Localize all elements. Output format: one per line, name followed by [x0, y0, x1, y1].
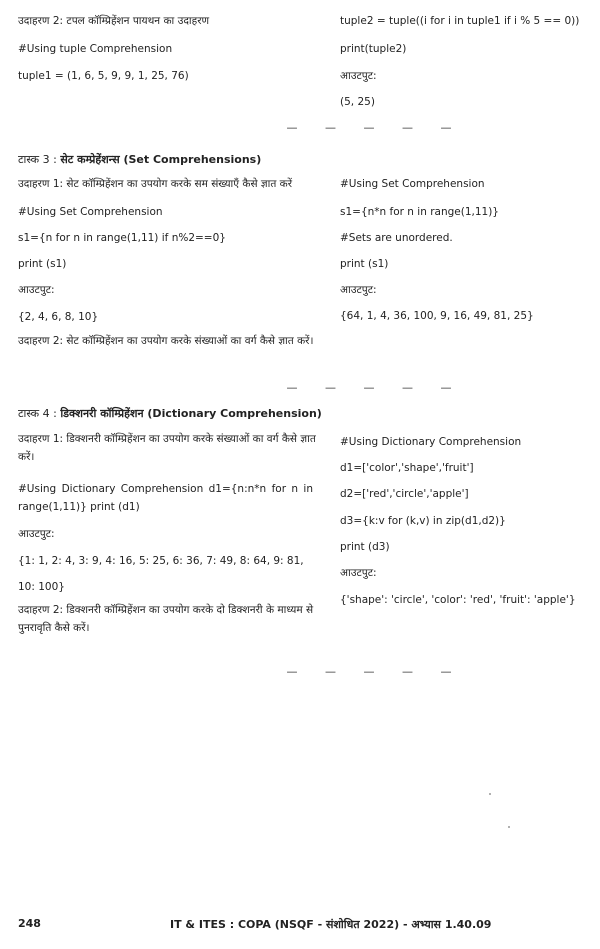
page-number: 248	[18, 917, 41, 930]
example-2-paragraph: उदाहरण 2: डिक्शनरी कॉम्प्रिहेंशन का उपयोग करके दो डिक्शनरी के माध्यम से पुनरावृति कैसे करें।	[18, 604, 314, 635]
scan-speck	[508, 826, 510, 828]
example-2-paragraph: उदाहरण 2: सेट कॉम्प्रिहेंशन का उपयोग करके संख्याओं का वर्ग कैसे ज्ञात करें।	[18, 335, 314, 347]
code-paragraph: #Using Dictionary Comprehension d1={n:n*n for n in range(1,11)} print (d1)	[18, 483, 313, 514]
output-label: आउटपुट:	[340, 70, 377, 82]
output-label: आउटपुट:	[18, 528, 55, 540]
footer-title: IT & ITES : COPA (NSQF - संशोधित 2022) - अभ्यास 1.40.09	[170, 918, 492, 931]
output-value: 10: 100}	[18, 581, 65, 593]
output-value: {64, 1, 4, 36, 100, 9, 16, 49, 81, 25}	[340, 310, 534, 322]
task-title: सेट कम्प्रेहेंशन्स (Set Comprehensions)	[60, 153, 262, 166]
code-line: #Using Set Comprehension	[340, 178, 485, 190]
section-separator: — — — — —	[286, 121, 464, 134]
code-line: #Using Set Comprehension	[18, 206, 163, 218]
code-line: s1={n for n in range(1,11) if n%2==0}	[18, 232, 226, 244]
code-line: d1=['color','shape','fruit']	[340, 462, 474, 474]
code-line: print (s1)	[18, 258, 67, 270]
output-value: {1: 1, 2: 4, 3: 9, 4: 16, 5: 25, 6: 36, 7: 49, 8: 64, 9: 81,	[18, 555, 304, 567]
code-line: print(tuple2)	[340, 43, 407, 55]
output-label: आउटपुट:	[340, 284, 377, 296]
section-separator: — — — — —	[286, 665, 464, 678]
task-4-heading	[18, 406, 322, 421]
code-line: tuple2 = tuple((i for i in tuple1 if i % 5 == 0))	[340, 15, 580, 27]
code-line: s1={n*n for n in range(1,11)}	[340, 206, 499, 218]
output-value: {'shape': 'circle', 'color': 'red', 'fruit': 'apple'}	[340, 594, 576, 606]
example-1-paragraph: उदाहरण 1: डिक्शनरी कॉम्प्रिहेंशन का उपयोग करके संख्याओं का वर्ग कैसे ज्ञात करें।	[18, 433, 316, 464]
task-prefix: टास्क 4 :	[18, 407, 61, 420]
task-prefix: टास्क 3 :	[18, 153, 61, 166]
code-line: tuple1 = (1, 6, 5, 9, 9, 1, 25, 76)	[18, 70, 189, 82]
output-value: {2, 4, 6, 8, 10}	[18, 311, 99, 323]
output-label: आउटपुट:	[18, 284, 55, 296]
scan-speck	[489, 793, 491, 795]
code-line: #Using Dictionary Comprehension	[340, 436, 522, 448]
output-label: आउटपुट:	[340, 567, 377, 579]
code-line: print (s1)	[340, 258, 389, 270]
section-separator: — — — — —	[286, 381, 464, 394]
code-line: #Using tuple Comprehension	[18, 43, 173, 55]
code-line: print (d3)	[340, 541, 390, 553]
example-2-heading: उदाहरण 2: टपल कॉम्प्रिहेंशन पायथन का उदाहरण	[18, 15, 210, 27]
text-line: उदाहरण 1: सेट कॉम्प्रिहेंशन का उपयोग करके सम संख्याएँ कैसे ज्ञात करें	[18, 178, 293, 190]
task-title: डिक्शनरी कॉम्प्रिहेंशन (Dictionary Comprehension)	[60, 407, 322, 420]
output-value: (5, 25)	[340, 96, 375, 108]
code-line: #Sets are unordered.	[340, 232, 453, 244]
task-3-heading	[18, 152, 261, 167]
code-line: d3={k:v for (k,v) in zip(d1,d2)}	[340, 515, 506, 527]
code-line: d2=['red','circle','apple']	[340, 488, 469, 500]
